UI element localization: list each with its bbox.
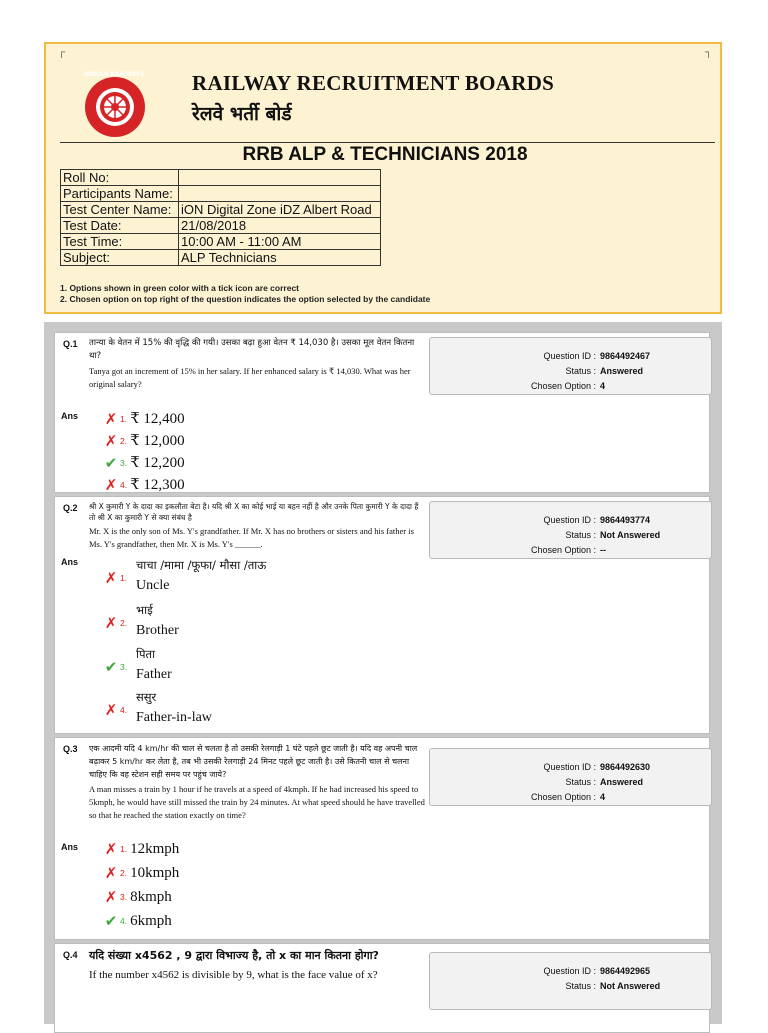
chosen-option-value: 4 bbox=[600, 792, 606, 802]
question-text-hindi: एक आदमी यदि 4 km/hr की चाल से चलता है तो उसकी रेलगाड़ी 1 घंटे पहले छूट जाती है। यदि वह अपनी चाल बढ़ाकर 5 km/hr कर लेता है, तब भी उसकी रेलगाड़ी 24 मिनट पहले छूट जाती है। उसे कितनी चाल से चलना चाहिए कि वह स्टेशन सही समय पर पहुंच जाये? bbox=[89, 744, 418, 779]
option-text: 8kmph bbox=[130, 888, 172, 905]
option-number: 2. bbox=[120, 868, 128, 878]
info-row bbox=[61, 250, 381, 266]
question-number: Q.3 bbox=[63, 744, 78, 754]
info-label: Test Center Name: bbox=[61, 202, 179, 218]
check-icon: ✔ bbox=[104, 913, 118, 930]
option-number: 4. bbox=[120, 479, 128, 490]
note-2: 2. Chosen option on top right of the question indicates the option selected by the candidate bbox=[60, 294, 431, 304]
title-divider bbox=[60, 142, 715, 143]
status-value: Answered bbox=[600, 366, 644, 376]
question-text bbox=[89, 337, 419, 391]
board-name-hindi: रेलवे भर्ती बोर्ड bbox=[192, 103, 292, 125]
option-number: 1. bbox=[120, 844, 128, 854]
question-id-value: 9864492630 bbox=[600, 762, 651, 772]
note-1: 1. Options shown in green color with a tick icon are correct bbox=[60, 283, 299, 293]
logo-text: INDIAN RAILWAYS bbox=[84, 71, 145, 78]
check-icon: ✔ bbox=[104, 659, 118, 676]
info-row bbox=[61, 234, 381, 250]
cross-icon: ✗ bbox=[104, 615, 118, 632]
question-text bbox=[89, 501, 425, 551]
question-text-hindi: यदि संख्या x4562 , 9 द्वारा विभाज्य है, तो x का मान कितना होगा? bbox=[89, 949, 379, 962]
question-id-label: Question ID : bbox=[543, 762, 596, 772]
cross-icon: ✗ bbox=[104, 841, 118, 858]
corner-mark-left: ┌ bbox=[58, 47, 66, 58]
exam-header bbox=[44, 42, 722, 314]
question-card-1 bbox=[54, 332, 710, 493]
option-number: 3. bbox=[120, 457, 128, 468]
option-text: ₹ 12,000 bbox=[130, 433, 185, 449]
option-text-hindi: ससुर bbox=[136, 690, 157, 704]
status-value: Not Answered bbox=[600, 530, 661, 540]
ans-label: Ans bbox=[61, 411, 79, 421]
question-text bbox=[89, 948, 425, 983]
status-value: Not Answered bbox=[600, 981, 661, 991]
question-id-label: Question ID : bbox=[543, 515, 596, 525]
question-number: Q.2 bbox=[63, 503, 78, 513]
question-text-hindi: श्री X कुमारी Y के दादा का इकलौता बेटा है। यदि श्री X का कोई भाई या बहन नहीं है और उनके पिता कुमारी Y के दादा हैं तो श्री X का कुमारी Y से क्या संबंध है bbox=[89, 502, 419, 522]
check-icon: ✔ bbox=[104, 454, 118, 472]
info-value bbox=[179, 186, 381, 202]
status-label: Status : bbox=[565, 366, 596, 376]
question-id-label: Question ID : bbox=[543, 351, 596, 361]
question-card-3 bbox=[54, 737, 710, 940]
cross-icon: ✗ bbox=[104, 889, 118, 906]
info-value: 10:00 AM - 11:00 AM bbox=[179, 234, 381, 250]
option-text: 6kmph bbox=[130, 912, 172, 929]
question-id-label: Question ID : bbox=[543, 966, 596, 976]
indian-railways-logo bbox=[84, 71, 146, 138]
cross-icon: ✗ bbox=[104, 865, 118, 882]
question-text-english: If the number x4562 is divisible by 9, what is the face value of x? bbox=[89, 969, 378, 981]
option-text-hindi: पिता bbox=[136, 647, 156, 661]
board-name-english: RAILWAY RECRUITMENT BOARDS bbox=[192, 71, 555, 95]
ans-label: Ans bbox=[61, 557, 79, 567]
exam-title: RRB ALP & TECHNICIANS 2018 bbox=[242, 144, 528, 165]
question-id-value: 9864492467 bbox=[600, 351, 651, 361]
status-label: Status : bbox=[565, 981, 596, 991]
info-row bbox=[61, 186, 381, 202]
option-text-english: Father bbox=[136, 667, 172, 682]
question-meta-box bbox=[429, 748, 712, 806]
option-text: 10kmph bbox=[130, 864, 180, 881]
question-text-english: A man misses a train by 1 hour if he travels at a speed of 4kmph. If he had increased his speed to 5kmph, he would have still missed the train by 24 minutes. At what speed should he have travelled so that he reached the station exactly on time? bbox=[89, 784, 425, 820]
info-row bbox=[61, 202, 381, 218]
cross-icon: ✗ bbox=[104, 432, 118, 450]
info-row bbox=[61, 218, 381, 234]
option-number: 4. bbox=[120, 705, 128, 715]
option-number: 2. bbox=[120, 435, 128, 446]
option-number: 3. bbox=[120, 892, 128, 902]
option-text-english: Brother bbox=[136, 623, 179, 638]
info-label: Roll No: bbox=[61, 170, 179, 186]
question-text-english: Mr. X is the only son of Ms. Y's grandfather. If Mr. X has no brothers or sisters and his father is Ms. Y's grandfather, then Mr. X is Ms. Y's ______. bbox=[89, 526, 414, 549]
option-1 bbox=[103, 840, 179, 860]
questions-panel bbox=[44, 322, 722, 1024]
legend-notes bbox=[60, 283, 430, 305]
chosen-option-label: Chosen Option : bbox=[530, 792, 596, 802]
question-number: Q.1 bbox=[63, 339, 78, 349]
question-id-value: 9864492965 bbox=[600, 966, 651, 976]
cross-icon: ✗ bbox=[104, 476, 118, 494]
cross-icon: ✗ bbox=[104, 410, 118, 428]
question-card-4 bbox=[54, 943, 710, 1033]
chosen-option-label: Chosen Option : bbox=[530, 545, 596, 555]
question-meta-box bbox=[429, 952, 712, 1010]
option-text-english: Father-in-law bbox=[136, 710, 212, 725]
option-text-hindi: भाई bbox=[136, 603, 153, 617]
option-text: ₹ 12,300 bbox=[130, 477, 185, 493]
info-label: Test Time: bbox=[61, 234, 179, 250]
status-label: Status : bbox=[565, 777, 596, 787]
question-meta-box bbox=[429, 501, 712, 559]
option-number: 2. bbox=[120, 618, 128, 628]
status-value: Answered bbox=[600, 777, 644, 787]
chosen-option-label: Chosen Option : bbox=[530, 381, 596, 391]
info-value bbox=[179, 170, 381, 186]
option-4 bbox=[103, 912, 172, 932]
candidate-info-table bbox=[60, 169, 381, 266]
question-number: Q.4 bbox=[63, 950, 78, 960]
question-text-hindi: तान्या के वेतन में 15% की वृद्धि की गयी। उसका बढ़ा हुआ वेतन ₹ 14,030 है। उसका मूल वेतन कितना था? bbox=[89, 338, 415, 361]
option-4 bbox=[103, 475, 185, 495]
option-number: 3. bbox=[120, 662, 128, 672]
question-text-english: Tanya got an increment of 15% in her salary. If her enhanced salary is ₹ 14,030. What was her original salary? bbox=[89, 366, 411, 389]
cross-icon: ✗ bbox=[104, 702, 118, 719]
option-2 bbox=[103, 431, 185, 451]
info-value: iON Digital Zone iDZ Albert Road bbox=[179, 202, 381, 218]
info-row bbox=[61, 170, 381, 186]
info-label: Subject: bbox=[61, 250, 179, 266]
option-text: 12kmph bbox=[130, 840, 180, 857]
option-2 bbox=[103, 864, 179, 884]
option-number: 4. bbox=[120, 916, 128, 926]
chosen-option-value: 4 bbox=[600, 381, 606, 391]
option-3 bbox=[103, 453, 185, 473]
option-number: 1. bbox=[120, 413, 128, 424]
ans-label: Ans bbox=[61, 842, 79, 852]
info-value: 21/08/2018 bbox=[179, 218, 381, 234]
info-label: Test Date: bbox=[61, 218, 179, 234]
question-text bbox=[89, 742, 425, 822]
option-text: ₹ 12,400 bbox=[130, 411, 185, 427]
info-label: Participants Name: bbox=[61, 186, 179, 202]
question-meta-box bbox=[429, 337, 712, 395]
option-3 bbox=[103, 888, 172, 908]
corner-mark-right: ┐ bbox=[704, 47, 712, 58]
chosen-option-value: -- bbox=[600, 545, 606, 555]
question-id-value: 9864493774 bbox=[600, 515, 651, 525]
info-value: ALP Technicians bbox=[179, 250, 381, 266]
cross-icon: ✗ bbox=[104, 570, 118, 587]
option-1 bbox=[103, 409, 185, 429]
status-label: Status : bbox=[565, 530, 596, 540]
option-text-hindi: चाचा /मामा /फूफा/ मौसा /ताऊ bbox=[136, 558, 267, 572]
option-text-english: Uncle bbox=[136, 578, 170, 593]
option-number: 1. bbox=[120, 573, 128, 583]
question-card-2 bbox=[54, 496, 710, 734]
option-text: ₹ 12,200 bbox=[130, 455, 185, 471]
